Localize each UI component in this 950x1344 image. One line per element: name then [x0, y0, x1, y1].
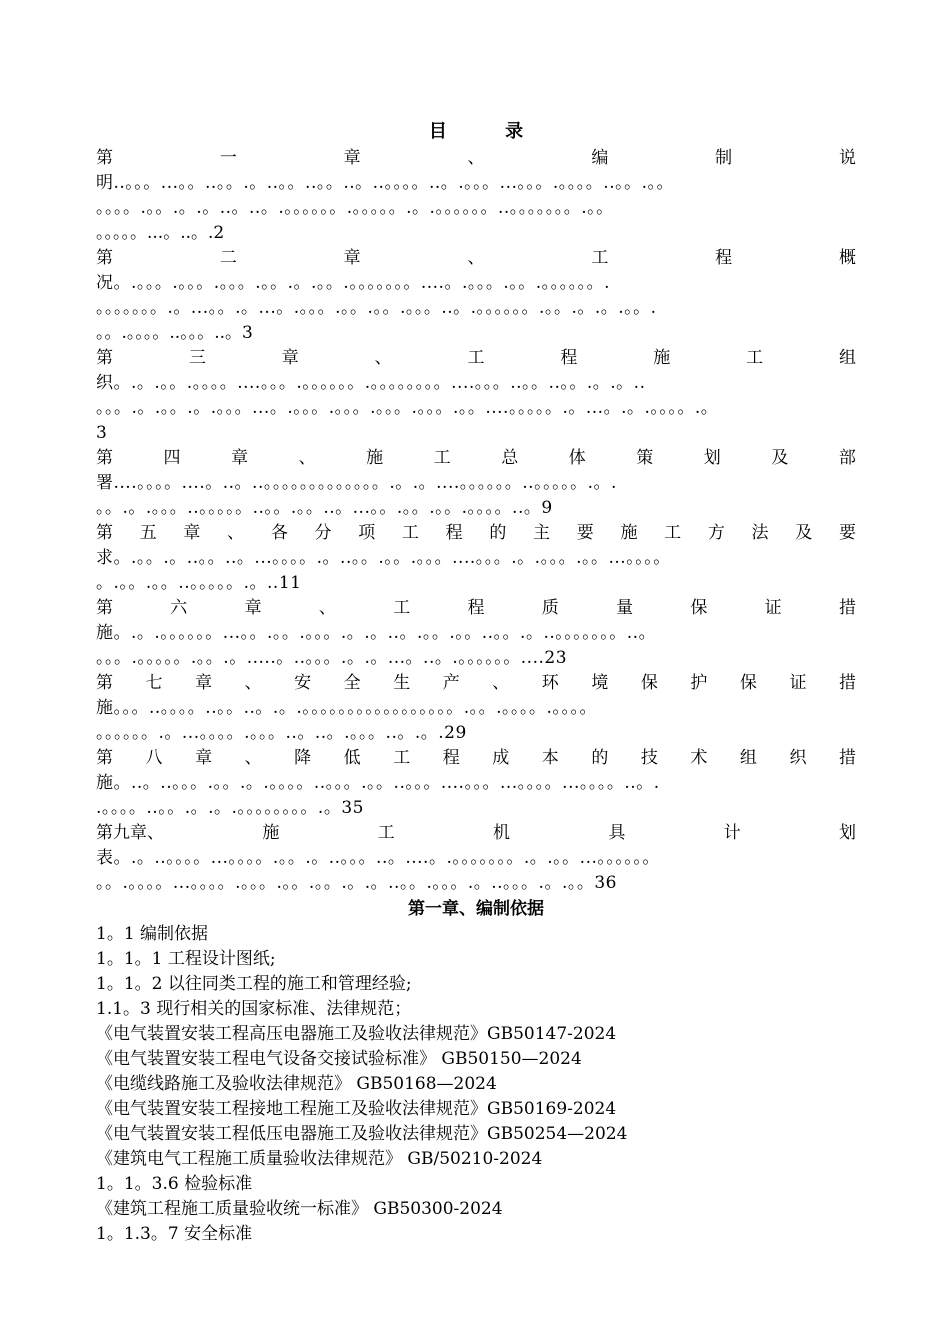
toc-leader-line: 。。.。。。。...。。。。.。。。.。。.。。.。.。..。。.。。。.。..。。。.。.。。36: [96, 873, 617, 893]
toc-title-char: 技: [640, 748, 658, 768]
toc-title-char: 质: [541, 598, 559, 618]
toc-title-char: 章: [244, 598, 262, 618]
toc-leader-line: 况。.。。。.。。。.。。。.。。.。.。。.。。。。。。。....。.。。。.。。.。。。。。。.: [96, 273, 611, 293]
toc-title-char: 及: [771, 448, 789, 468]
body-text-line: 《建筑工程施工质量验收统一标准》 GB50300-2024: [96, 1199, 503, 1219]
toc-entry[interactable]: [96, 596, 856, 671]
toc-title-char: 措: [838, 598, 856, 618]
toc-title-char: 、: [492, 673, 510, 693]
toc-title-char: 量: [616, 598, 634, 618]
toc-title-char: 的: [489, 523, 507, 543]
toc-title-char: 证: [789, 673, 807, 693]
toc-title-char: 施: [262, 823, 280, 843]
table-of-contents: [96, 146, 856, 896]
toc-leader-line: 求。.。。.。..。。..。...。。。。.。..。。.。。.。。。....。。。.。.。。。.。。...。。。。: [96, 548, 671, 568]
toc-entry[interactable]: [96, 746, 856, 821]
body-text-line: 1。1。3.6 检验标准: [96, 1174, 253, 1194]
toc-title-char: 工: [664, 523, 682, 543]
toc-entry[interactable]: [96, 521, 856, 596]
toc-title-char: 程: [715, 248, 733, 268]
toc-title-char: 项: [358, 523, 376, 543]
body-text-line: 1。1。1 工程设计图纸;: [96, 949, 276, 969]
toc-leader-line: 明..。。。...。。..。。.。..。。..。。..。..。。。。..。.。。。...。。。.。。。。..。。.。。: [96, 173, 674, 193]
toc-title-char: 分: [314, 523, 332, 543]
toc-title-char: 安: [294, 673, 312, 693]
toc-title-char: 全: [343, 673, 361, 693]
body-text-line: 《电缆线路施工及验收法律规范》 GB50168—2024: [96, 1074, 497, 1094]
toc-title-char: 划: [703, 448, 721, 468]
body-text-line: 《建筑电气工程施工质量验收法律规范》 GB/50210-2024: [96, 1149, 543, 1169]
chapter-body: [96, 922, 856, 1247]
toc-title-char: 施: [653, 348, 671, 368]
toc-title-char: 、: [374, 348, 392, 368]
toc-title-char: 保: [739, 673, 757, 693]
toc-title-char: 章: [281, 348, 299, 368]
toc-title-char: 一: [219, 148, 237, 168]
toc-title-char: 环: [541, 673, 559, 693]
body-text-line: 《电气装置安装工程电气设备交接试验标准》 GB50150—2024: [96, 1049, 582, 1069]
toc-title-char: 、: [318, 598, 336, 618]
toc-leader-line: 。。。.。。。。。.。。.。.....。..。。。.。.。...。..。.。。。。。。....23: [96, 648, 568, 668]
toc-title-char: 工: [377, 823, 395, 843]
body-text-line: 《电气装置安装工程低压电器施工及验收法律规范》GB50254—2024: [96, 1124, 628, 1144]
toc-title-char: 、: [467, 248, 485, 268]
toc-title-char: 主: [533, 523, 551, 543]
toc-title-char: 成: [492, 748, 510, 768]
toc-title-char: 护: [690, 673, 708, 693]
toc-title-char: 措: [838, 748, 856, 768]
toc-title-char: 各: [270, 523, 288, 543]
toc-title-char: 工: [401, 523, 419, 543]
toc-leader-line: 。.。。.。。..。。。。。.。..11: [96, 573, 302, 593]
toc-entry[interactable]: [96, 446, 856, 521]
toc-title-char: 、: [244, 673, 262, 693]
toc-title-char: 第: [96, 748, 113, 768]
toc-title-char: 第: [96, 448, 113, 468]
toc-entry-title-line: [96, 821, 856, 846]
toc-entry-title-line: [96, 521, 856, 546]
toc-title-char: 及: [795, 523, 813, 543]
toc-title-char: 工: [591, 248, 609, 268]
toc-leader-line: 施。。。..。。。。..。。..。.。.。。。。。。。。。。。。。。。。。.。。.。。。。.。。。。: [96, 698, 597, 718]
toc-title-char: 的: [591, 748, 609, 768]
toc-title-char: 计: [723, 823, 741, 843]
toc-title-char: 八: [145, 748, 163, 768]
toc-leader-line: 署....。。。。....。..。..。。。。。。。。。。。。。.。.。....。。。。。。..。。。。。.。.: [96, 473, 617, 493]
toc-entry-title-line: [96, 246, 856, 271]
toc-title-char: 章: [195, 748, 213, 768]
toc-title-char: 降: [294, 748, 312, 768]
toc-title-char: 七: [145, 673, 163, 693]
toc-title-char: 部: [838, 448, 856, 468]
toc-entry-title-line: [96, 446, 856, 471]
toc-entry[interactable]: [96, 346, 856, 446]
toc-title-char: 四: [163, 448, 181, 468]
toc-title-char: 术: [690, 748, 708, 768]
toc-title-char: 概: [838, 248, 856, 268]
toc-title-char: 、: [244, 748, 262, 768]
toc-title-char: 策: [636, 448, 654, 468]
toc-title-char: 第: [96, 148, 113, 168]
body-text-line: 《电气装置安装工程高压电器施工及验收法律规范》GB50147-2024: [96, 1024, 617, 1044]
toc-title-char: 要: [838, 523, 856, 543]
toc-entry[interactable]: [96, 671, 856, 746]
toc-title-char: 工: [467, 348, 485, 368]
toc-title-char: 本: [541, 748, 559, 768]
toc-title-char: 第: [96, 348, 113, 368]
toc-title-char: 具: [608, 823, 626, 843]
toc-title-char: 体: [568, 448, 586, 468]
toc-title-char: 组: [839, 348, 856, 368]
toc-title-char: 施: [620, 523, 638, 543]
toc-title-char: 六: [170, 598, 188, 618]
toc-title-char: 工: [393, 748, 411, 768]
toc-title-char: 组: [739, 748, 757, 768]
toc-title-char: 低: [343, 748, 361, 768]
toc-title-char: 章: [231, 448, 249, 468]
toc-title-char: 、: [467, 148, 485, 168]
toc-title-char: 工: [746, 348, 764, 368]
toc-title-char: 章: [183, 523, 201, 543]
toc-title-char: 措: [838, 673, 856, 693]
toc-title: 目 录: [428, 121, 550, 142]
toc-title-char: 要: [576, 523, 594, 543]
toc-title-char: 第: [96, 523, 113, 543]
toc-title-char: 、: [227, 523, 245, 543]
toc-title-char: 第: [96, 673, 113, 693]
toc-title-char: 程: [467, 598, 485, 618]
toc-title-char: 第九章、: [96, 823, 164, 843]
toc-title-char: 第: [96, 248, 113, 268]
toc-title-char: 织: [789, 748, 807, 768]
toc-title-char: 机: [492, 823, 510, 843]
toc-title-char: 保: [640, 673, 658, 693]
body-text-line: 1。1 编制依据: [96, 924, 209, 944]
body-text-line: 1。1.3。7 安全标准: [96, 1224, 253, 1244]
body-text-line: 《电气装置安装工程接地工程施工及验收法律规范》GB50169-2024: [96, 1099, 617, 1119]
toc-title-char: 、: [298, 448, 316, 468]
toc-leader-line: 。。。。。。.。...。。。。.。。。..。..。.。。。..。.。.29: [96, 723, 467, 743]
toc-entry-title-line: [96, 746, 856, 771]
toc-title-char: 二: [219, 248, 237, 268]
toc-title-char: 法: [751, 523, 769, 543]
toc-leader-line: 。。。.。.。。.。.。。。...。.。。。.。。。.。。。.。。。.。。....。。。。。.。...。.。.。。。。.。: [96, 398, 719, 418]
toc-leader-line: 。。.。。。。..。。。..。3: [96, 323, 253, 343]
toc-title-char: 三: [188, 348, 206, 368]
toc-title-char: 境: [591, 673, 609, 693]
toc-title-char: 证: [764, 598, 782, 618]
toc-title-char: 制: [715, 148, 733, 168]
toc-title-char: 施: [366, 448, 384, 468]
toc-leader-line: 表。.。..。。。。...。。。。.。。.。..。。。..。....。.。。。。。。。.。.。。...。。。。。。: [96, 848, 660, 868]
toc-title-char: 方: [707, 523, 725, 543]
toc-title-char: 划: [838, 823, 856, 843]
toc-title-char: 产: [442, 673, 460, 693]
body-text-line: 1.1。3 现行相关的国家标准、法律规范；: [96, 999, 412, 1019]
toc-leader-line: 织。.。.。。.。。。。....。。。.。。。。。。.。。。。。。。。....。。。..。。..。。.。.。..: [96, 373, 646, 393]
toc-title-char: 章: [343, 248, 361, 268]
toc-title-char: 章: [343, 148, 361, 168]
toc-leader-line: 。。。。。...。..。.2: [96, 223, 225, 243]
toc-entry[interactable]: [96, 246, 856, 346]
toc-title-char: 程: [442, 748, 460, 768]
toc-title-char: 五: [139, 523, 157, 543]
toc-leader-line: 。。。。.。。.。.。..。..。.。。。。。。.。。。。。.。.。。。。。。..。。。。。。。.。。: [96, 198, 614, 218]
toc-title-char: 章: [195, 673, 213, 693]
toc-leader-line: 3: [96, 423, 107, 443]
toc-entry[interactable]: [96, 821, 856, 896]
toc-leader-line: 施。.。.。。。。。。...。。.。。.。。。.。.。..。.。。.。。..。。.。..。。。。。。。..。: [96, 623, 657, 643]
toc-title-char: 程: [445, 523, 463, 543]
toc-title-char: 工: [393, 598, 411, 618]
toc-title-char: 生: [393, 673, 411, 693]
toc-leader-line: .。。。。..。。.。.。.。。。。。。。。.。35: [96, 798, 364, 818]
toc-entry-title-line: [96, 346, 856, 371]
toc-leader-line: 。。.。.。。。..。。。。。..。。.。。..。...。。.。。.。。.。。。。..。9: [96, 498, 553, 518]
toc-entry-title-line: [96, 596, 856, 621]
toc-leader-line: 施。..。..。。。.。。.。.。。。。..。。。.。。..。。。....。。。...。。。。...。。。。..。.: [96, 773, 660, 793]
toc-entry-title-line: [96, 671, 856, 696]
toc-title-char: 说: [838, 148, 856, 168]
toc-title-char: 总: [501, 448, 519, 468]
body-text-line: 1。1。2 以往同类工程的施工和管理经验;: [96, 974, 412, 994]
toc-title-char: 工: [433, 448, 451, 468]
toc-title-char: 程: [560, 348, 578, 368]
toc-entry[interactable]: [96, 146, 856, 246]
toc-title-char: 第: [96, 598, 113, 618]
toc-leader-line: 。。。。。。。.。...。。.。...。.。。。.。。.。。.。。。..。.。。。。。。.。。.。.。.。。.: [96, 298, 657, 318]
toc-entry-title-line: [96, 146, 856, 171]
document-page: [96, 118, 856, 1247]
toc-title-char: 编: [591, 148, 609, 168]
toc-title-char: 保: [690, 598, 708, 618]
chapter-heading: 第一章、编制依据: [408, 899, 544, 919]
